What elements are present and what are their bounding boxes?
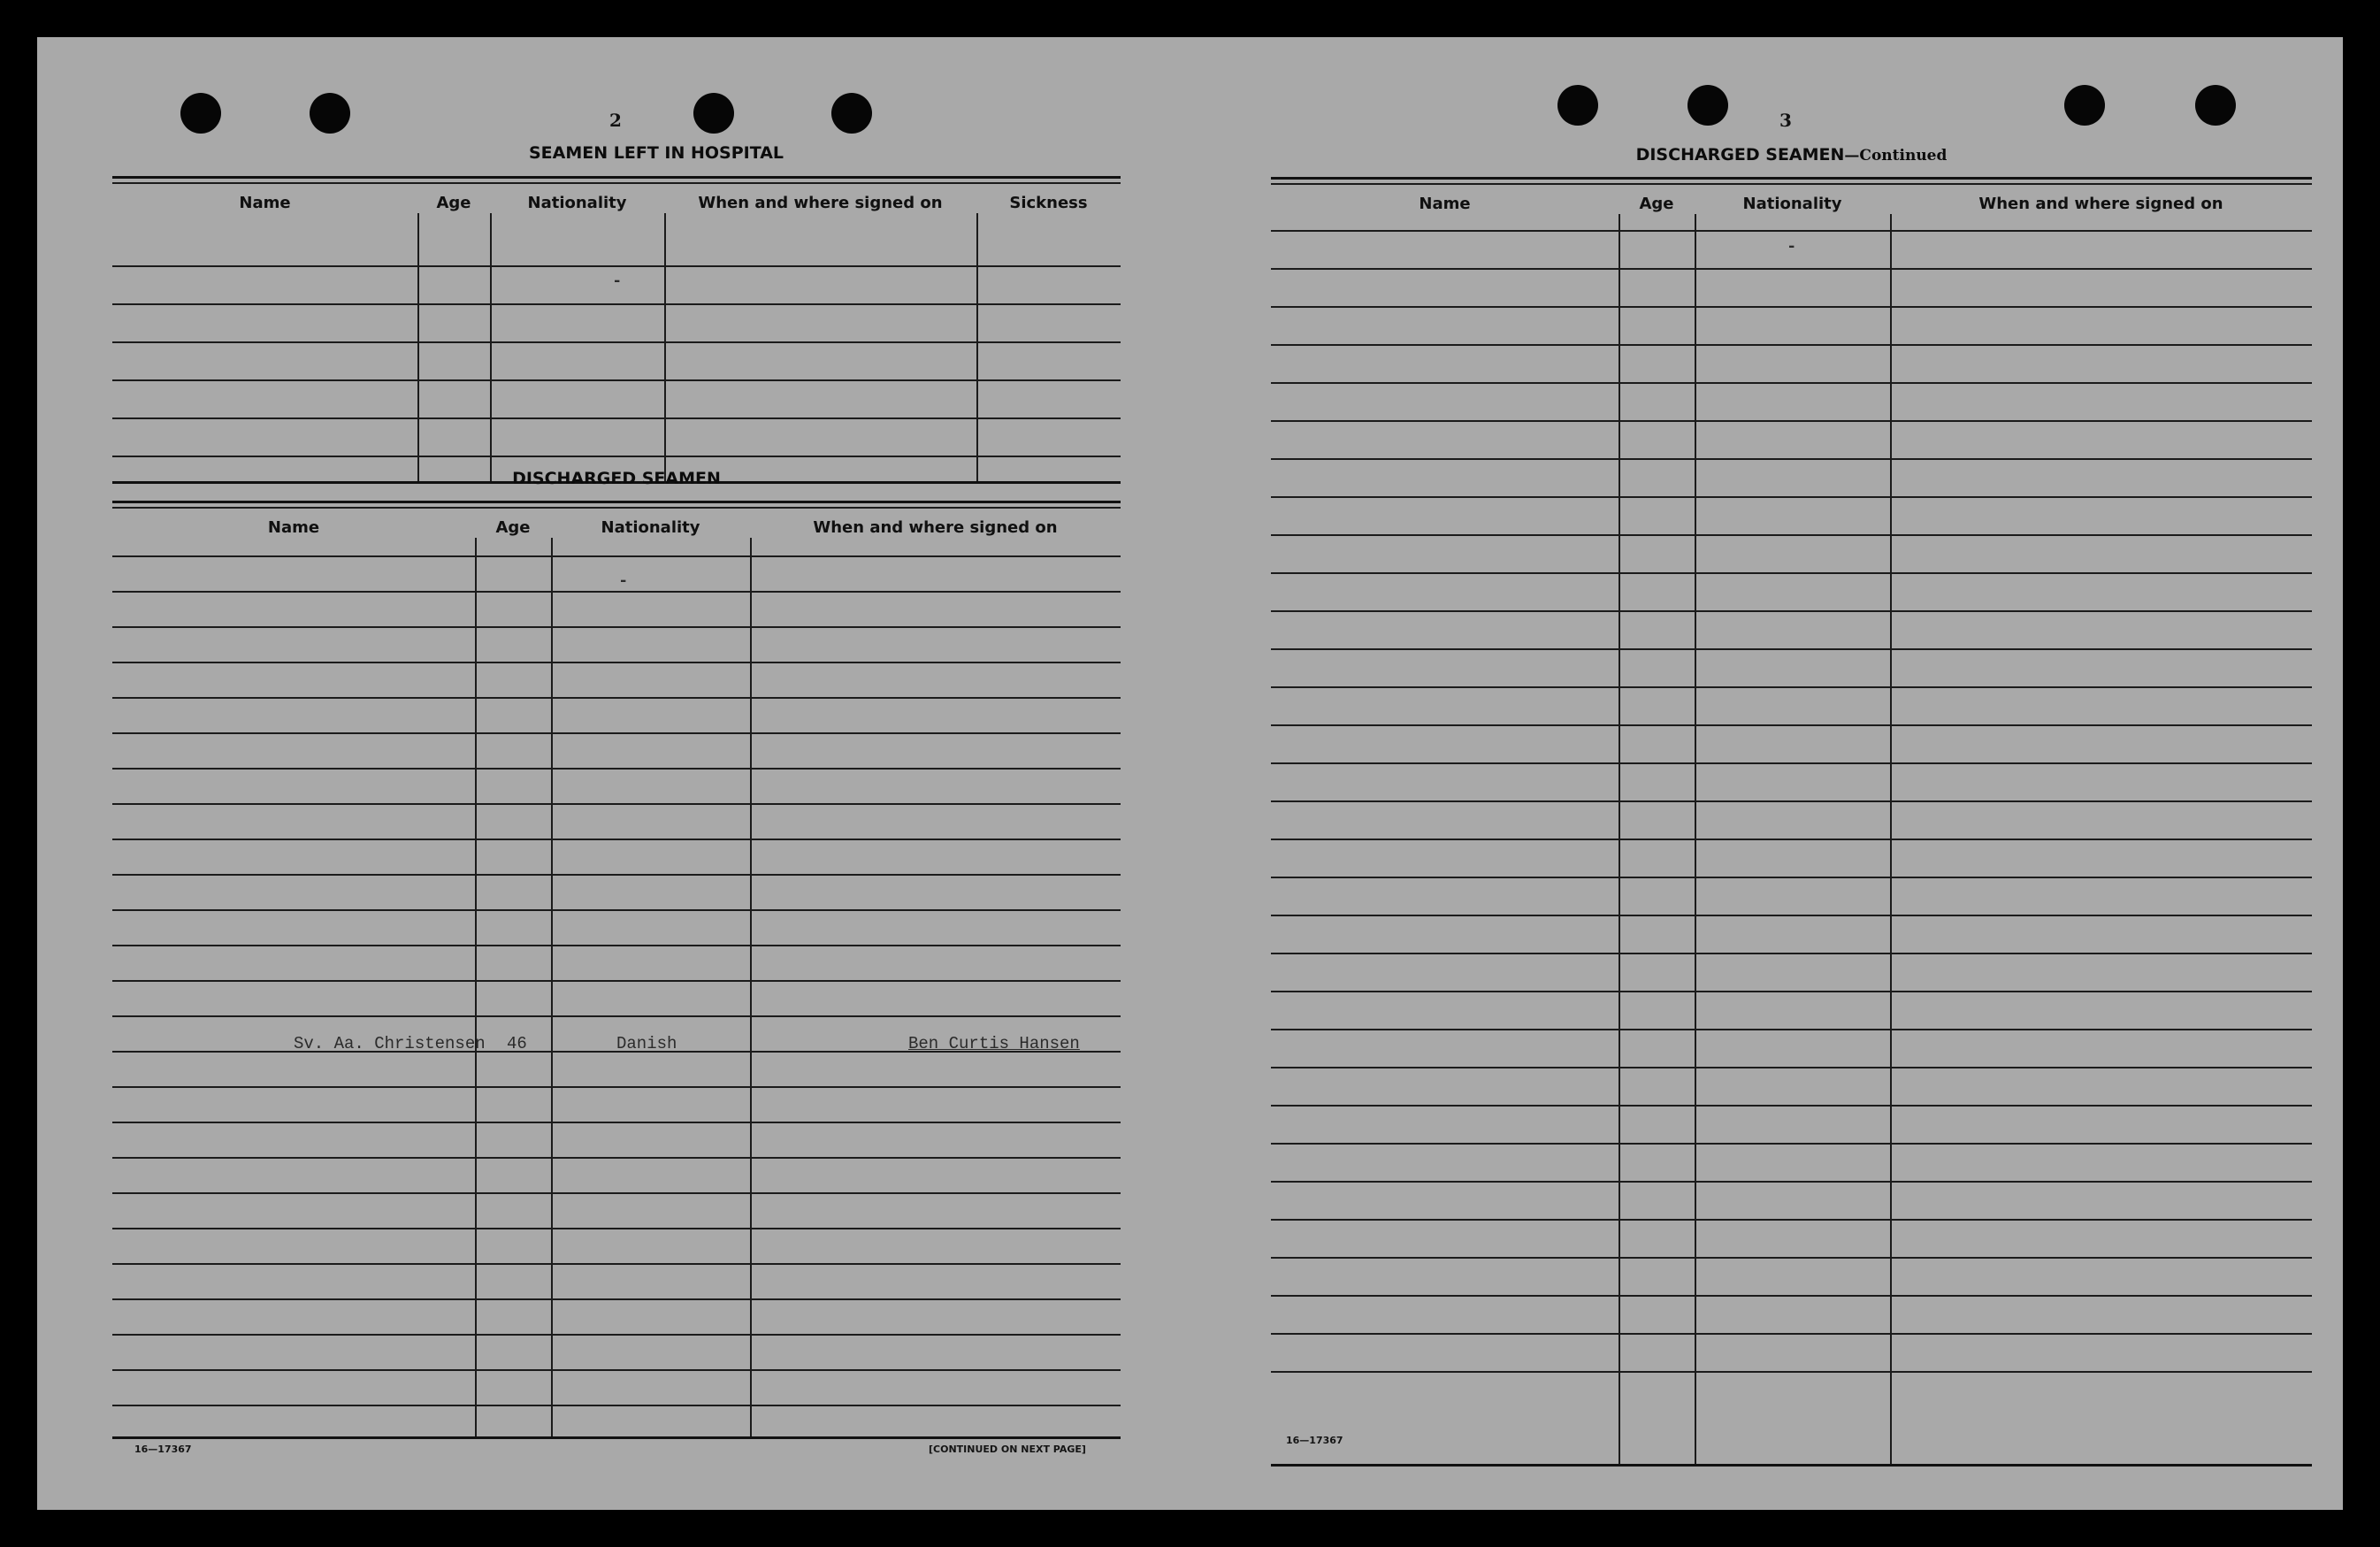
row-rule <box>112 768 1121 770</box>
seaman-nationality: Danish <box>616 1034 677 1053</box>
row-rule <box>112 1263 1121 1265</box>
row-rule <box>1271 839 2312 840</box>
row-rule <box>1271 800 2312 802</box>
row-rule <box>1271 1257 2312 1259</box>
row-rule <box>112 379 1121 381</box>
row-rule <box>1271 724 2312 726</box>
row-rule <box>1271 458 2312 460</box>
header-rule <box>112 265 1121 267</box>
row-rule <box>112 417 1121 419</box>
table-top-rule <box>1271 177 2312 180</box>
row-rule <box>1271 306 2312 308</box>
discharged-continued-title <box>1271 145 2312 165</box>
col-header-signed-on: When and where signed on <box>813 518 1058 537</box>
seaman-signed-on: Ben Curtis Hansen <box>908 1034 1080 1053</box>
col-header-age: Age <box>436 194 471 212</box>
row-rule <box>112 662 1121 663</box>
col-divider <box>551 538 553 1436</box>
continued-note: [CONTINUED ON NEXT PAGE] <box>929 1444 1086 1455</box>
row-rule <box>112 874 1121 876</box>
row-rule <box>112 839 1121 840</box>
row-rule <box>1271 610 2312 612</box>
row-rule <box>112 1122 1121 1123</box>
col-divider <box>750 538 752 1436</box>
row-rule <box>112 1228 1121 1229</box>
col-divider <box>664 213 666 481</box>
row-rule <box>112 909 1121 911</box>
col-divider <box>976 213 978 481</box>
row-rule <box>1271 686 2312 688</box>
hospital-section-title: SEAMEN LEFT IN HOSPITAL <box>528 143 784 163</box>
row-rule <box>1271 572 2312 574</box>
row-rule <box>1271 915 2312 916</box>
discharged-continued-title-suffix: —Continued <box>1844 147 1948 165</box>
col-header-signed-on: When and where signed on <box>698 194 943 212</box>
table-top-rule <box>112 176 1121 179</box>
discharged-continued-title-main: DISCHARGED SEAMEN <box>1635 145 1845 165</box>
col-header-signed-on: When and where signed on <box>1978 195 2223 213</box>
row-rule <box>112 1015 1121 1017</box>
form-number-right: 16—17367 <box>1286 1435 1343 1446</box>
punch-hole <box>310 93 350 134</box>
row-rule <box>1271 1295 2312 1297</box>
document-sheet <box>37 37 2343 1510</box>
hospital-table <box>112 176 1121 481</box>
row-rule <box>1271 534 2312 536</box>
row-rule <box>112 1086 1121 1088</box>
row-rule <box>112 303 1121 305</box>
row-rule <box>112 980 1121 982</box>
discharged-table-right <box>1271 177 2312 1427</box>
row-rule <box>1271 1219 2312 1221</box>
discharged-table-left <box>112 501 1121 1438</box>
row-rule <box>112 1157 1121 1159</box>
row-rule <box>112 591 1121 593</box>
row-rule <box>1271 877 2312 878</box>
table-rule <box>112 182 1121 184</box>
page-number-right: 3 <box>1779 110 1792 131</box>
col-divider <box>1619 214 1620 1464</box>
row-rule <box>112 803 1121 805</box>
row-rule <box>1271 1143 2312 1145</box>
row-rule <box>112 945 1121 946</box>
row-rule <box>1271 382 2312 384</box>
table-bottom-rule <box>112 1436 1121 1439</box>
punch-hole <box>1687 85 1728 126</box>
table-top-rule <box>112 501 1121 503</box>
form-number-left: 16—17367 <box>134 1444 192 1455</box>
page-number-left: 2 <box>609 110 622 131</box>
seaman-age: 46 <box>507 1034 527 1053</box>
col-header-nationality: Nationality <box>601 518 700 537</box>
row-rule <box>1271 268 2312 270</box>
row-rule <box>1271 1067 2312 1068</box>
right-nationality-dash: - <box>1787 237 1797 257</box>
row-rule <box>112 697 1121 699</box>
row-rule <box>1271 991 2312 992</box>
punch-hole <box>2064 85 2105 126</box>
col-divider <box>490 213 492 481</box>
punch-hole <box>180 93 221 134</box>
col-header-nationality: Nationality <box>527 194 627 212</box>
row-rule <box>1271 762 2312 764</box>
punch-hole <box>1557 85 1598 126</box>
row-rule <box>112 1298 1121 1300</box>
col-divider <box>475 538 477 1436</box>
row-rule <box>1271 1333 2312 1335</box>
header-rule <box>1271 230 2312 232</box>
row-rule <box>1271 1105 2312 1107</box>
col-header-name: Name <box>239 194 291 212</box>
row-rule <box>112 1192 1121 1194</box>
punch-hole <box>2195 85 2236 126</box>
col-divider <box>1890 214 1892 1464</box>
row-rule <box>112 341 1121 343</box>
col-header-age: Age <box>1639 195 1674 213</box>
table-bottom-rule <box>1271 1464 2312 1467</box>
row-rule <box>1271 953 2312 954</box>
row-rule <box>112 456 1121 457</box>
row-rule <box>112 1334 1121 1336</box>
discharged-section-title: DISCHARGED SEAMEN <box>512 469 721 488</box>
row-rule <box>1271 648 2312 650</box>
discharged-nationality-dash: - <box>618 571 629 591</box>
row-rule <box>112 1369 1121 1371</box>
row-rule <box>1271 1029 2312 1030</box>
col-divider <box>417 213 419 481</box>
row-rule <box>112 1405 1121 1406</box>
table-rule <box>1271 183 2312 185</box>
punch-hole <box>693 93 734 134</box>
table-rule <box>112 507 1121 509</box>
col-header-name: Name <box>1419 195 1471 213</box>
row-rule <box>112 732 1121 734</box>
col-divider <box>1695 214 1696 1464</box>
col-header-sickness: Sickness <box>1009 194 1088 212</box>
punch-hole <box>831 93 872 134</box>
col-header-nationality: Nationality <box>1742 195 1842 213</box>
col-header-age: Age <box>495 518 531 537</box>
row-rule <box>1271 496 2312 498</box>
hospital-nationality-dash: - <box>612 272 623 291</box>
row-rule <box>1271 344 2312 346</box>
seaman-name: Sv. Aa. Christensen <box>294 1034 486 1053</box>
row-rule <box>1271 420 2312 422</box>
row-rule <box>112 626 1121 628</box>
row-rule <box>1271 1181 2312 1183</box>
col-header-name: Name <box>267 518 320 537</box>
header-rule <box>112 555 1121 557</box>
row-rule <box>1271 1371 2312 1373</box>
